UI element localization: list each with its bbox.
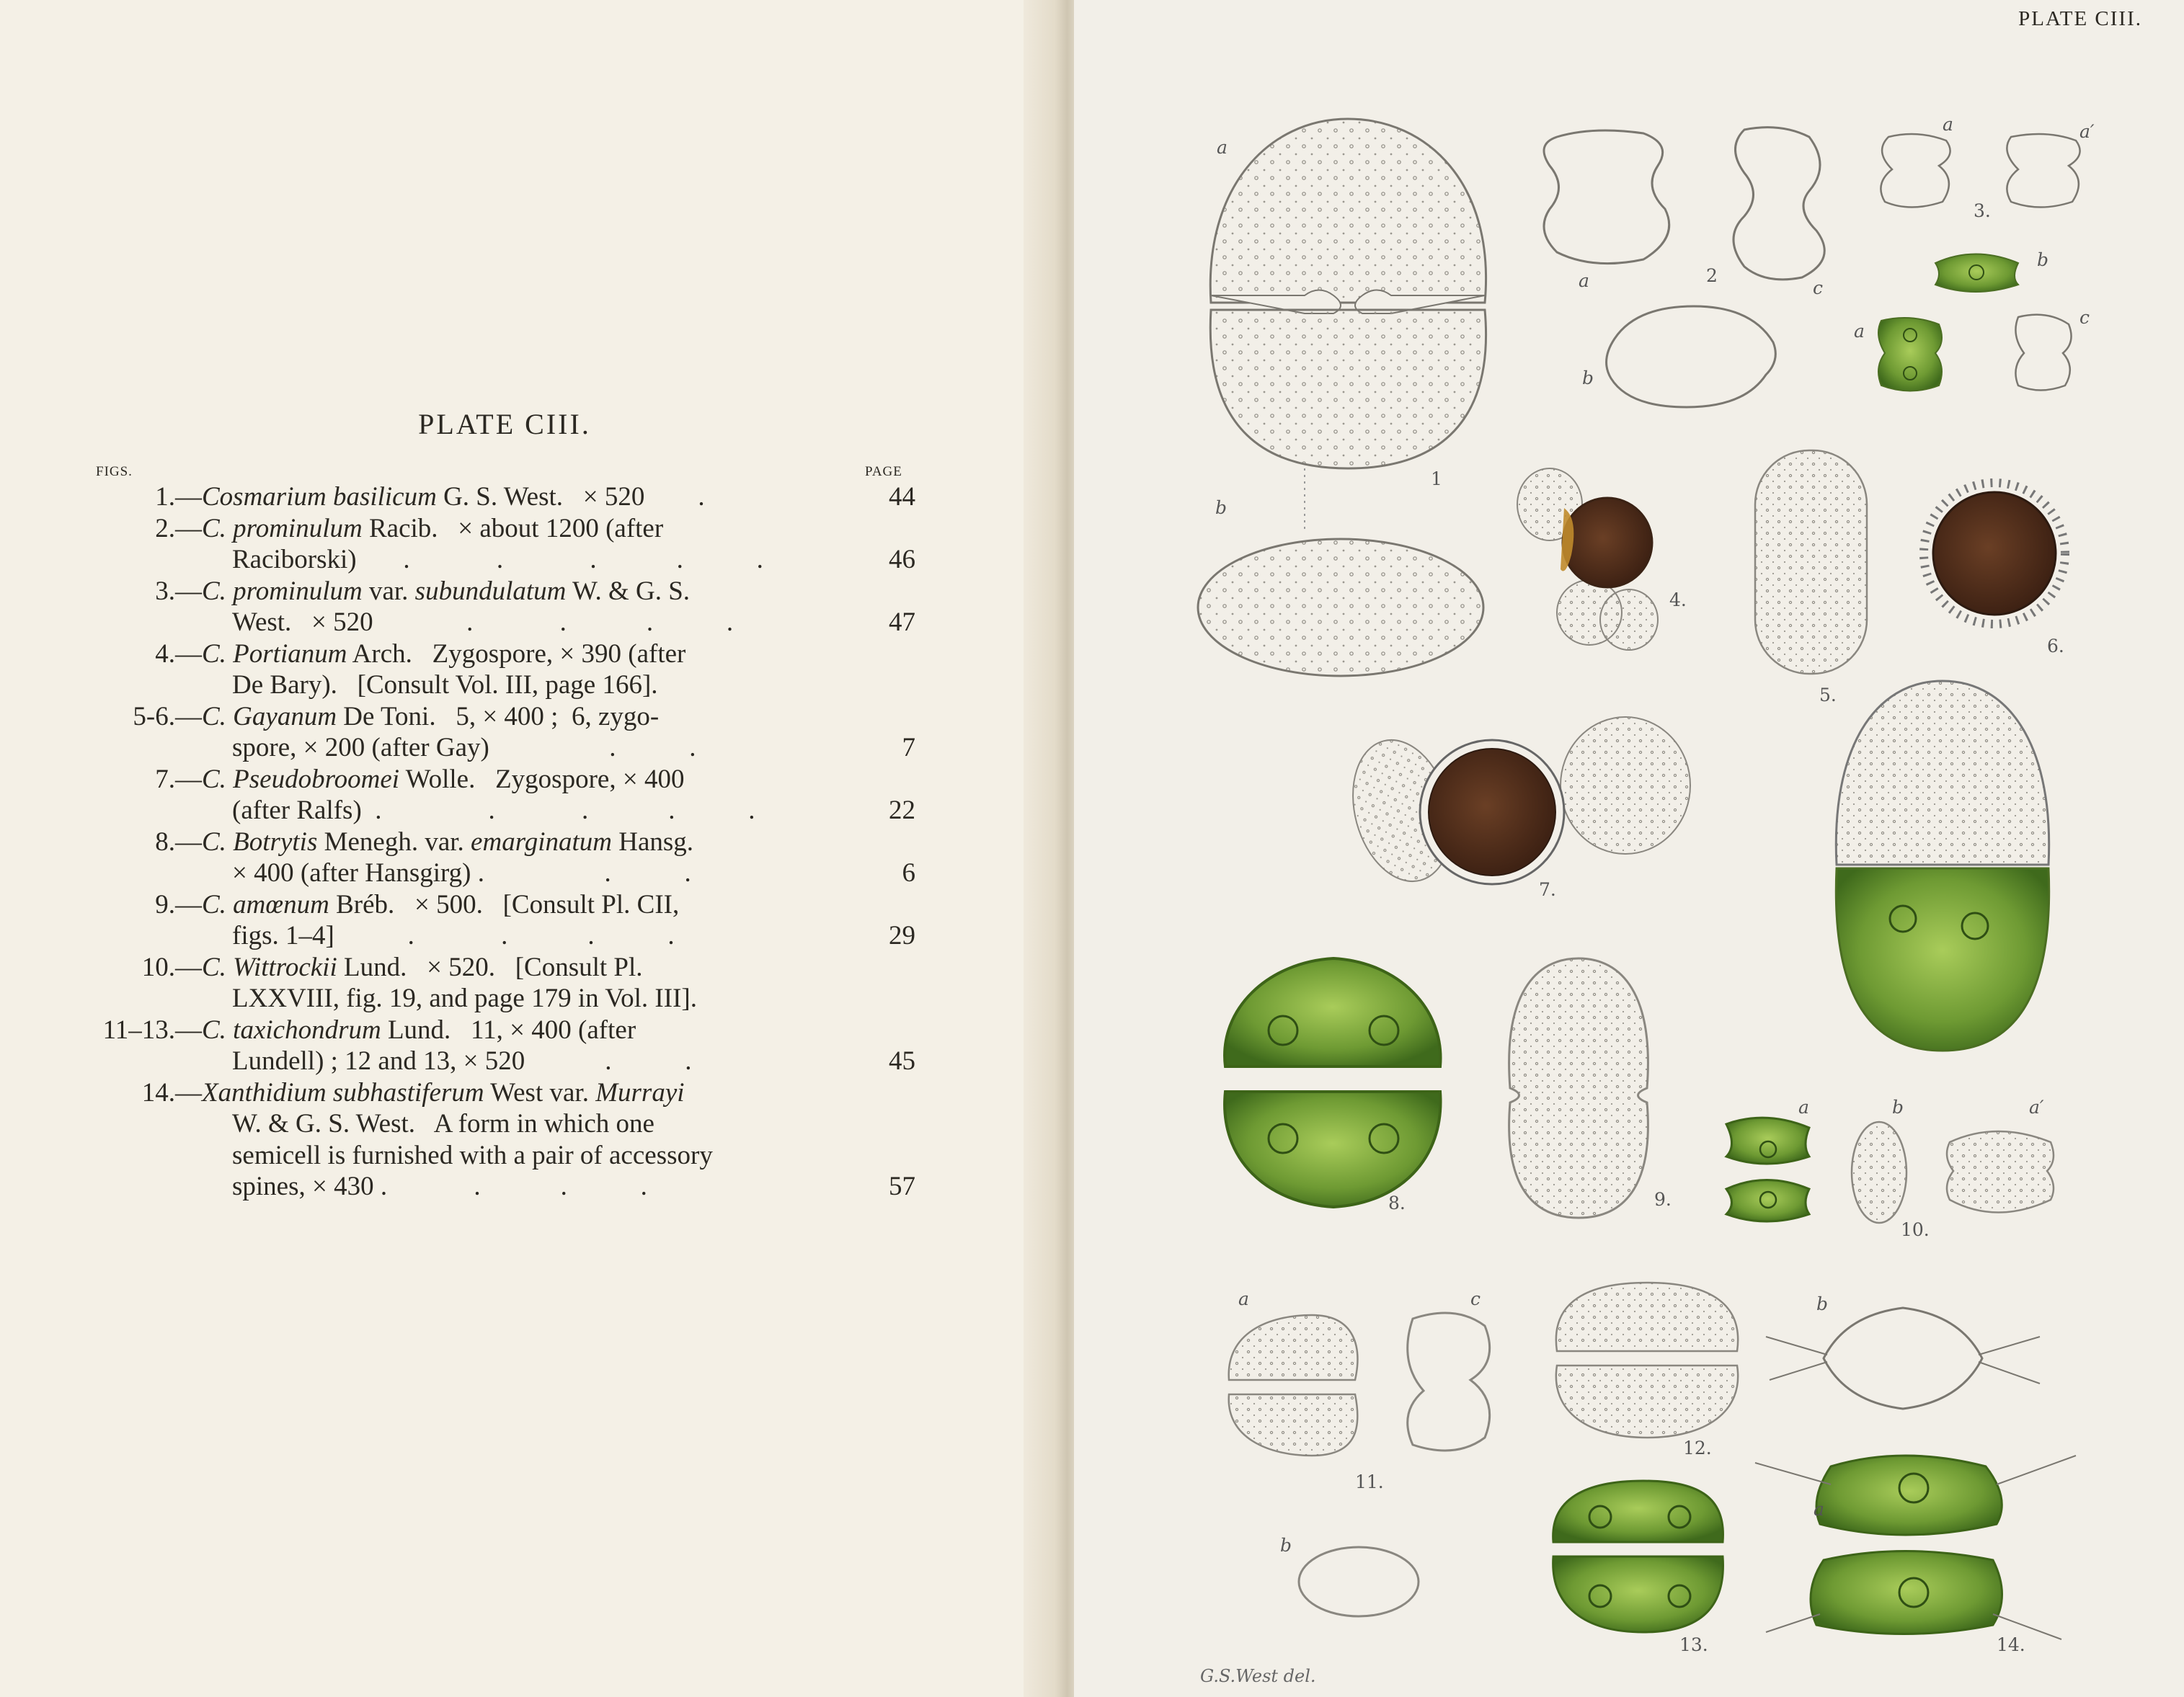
figure-11 — [1229, 1313, 1490, 1616]
fig-number-4: 4. — [1669, 589, 1687, 610]
figure-5 — [1755, 450, 1867, 674]
figure-12 — [1556, 1283, 1738, 1438]
fig-number-3: 3. — [1974, 200, 1991, 221]
fig-number-6: 6. — [2047, 636, 2064, 656]
legend-page-number: 22 — [889, 796, 915, 825]
legend-text: figs. 1–4] . . . . — [232, 921, 675, 950]
legend-text: Lundell) ; 12 and 13, × 520 . . — [232, 1046, 692, 1076]
legend-fig-number: 7.— — [155, 764, 202, 794]
legend-text: spore, × 200 (after Gay) . . — [232, 733, 696, 762]
label-11a: a — [1238, 1288, 1249, 1309]
fig-number-10: 10. — [1901, 1219, 1930, 1240]
label-3c: c — [2079, 307, 2090, 328]
plate-title: PLATE CIII. — [418, 408, 591, 440]
label-3b: b — [2037, 249, 2049, 270]
label-10a: a — [1798, 1097, 1809, 1118]
label-2a: a — [1579, 270, 1589, 291]
legend-fig-number: 3.— — [155, 576, 202, 606]
legend-text: Raciborski) . . . . . — [232, 545, 763, 574]
figure-3 — [1878, 134, 2080, 391]
legend-fig-number: 14.— — [141, 1077, 202, 1108]
legend-text: C. prominulum Racib. × about 1200 (after — [202, 513, 664, 543]
legend-text: Cosmarium basilicum G. S. West. × 520 . — [202, 482, 705, 512]
label-11c: c — [1470, 1288, 1481, 1309]
fig-number-1: 1 — [1431, 468, 1442, 489]
legend-fig-number: 10.— — [141, 952, 202, 982]
label-1b: b — [1215, 497, 1228, 518]
fig-number-8: 8. — [1388, 1193, 1406, 1213]
figure-8 — [1225, 958, 1440, 1207]
artist-signature: G.S.West del. — [1200, 1666, 1316, 1686]
legend-text: C. Pseudobroomei Wolle. Zygospore, × 400 — [202, 764, 685, 794]
legend-fig-number: 2.— — [155, 513, 202, 543]
fig-number-12: 12. — [1683, 1438, 1712, 1458]
legend-text: West. × 520 . . . . — [232, 607, 734, 637]
legend-text: C. Portianum Arch. Zygospore, × 390 (after — [202, 638, 686, 669]
legend-text: C. Gayanum De Toni. 5, × 400 ; 6, zygo- — [202, 701, 660, 731]
legend-fig-number: 11–13.— — [102, 1015, 202, 1045]
label-2c: c — [1813, 277, 1824, 298]
fig-number-13: 13. — [1679, 1634, 1708, 1655]
legend-fig-number: 8.— — [155, 827, 202, 857]
figure-5-large — [1836, 681, 2048, 1051]
fig-number-5: 5. — [1819, 685, 1837, 705]
legend-fig-number: 4.— — [155, 638, 202, 669]
legend-text: LXXVIII, fig. 19, and page 179 in Vol. III]. — [232, 984, 697, 1013]
legend-page-number: 44 — [889, 482, 915, 512]
fig-number-11: 11. — [1355, 1471, 1384, 1492]
legend-text: × 400 (after Hansgirg) . . . — [232, 858, 691, 888]
legend-page-number: 57 — [889, 1172, 915, 1201]
legend-text: C. amœnum Bréb. × 500. [Consult Pl. CII, — [202, 889, 680, 919]
label-3a-lower: a — [1854, 321, 1865, 342]
label-10a-prime: a′ — [2029, 1097, 2044, 1118]
figs-header: FIGS. — [96, 464, 133, 479]
legend-text: C. taxichondrum Lund. 11, × 400 (after — [202, 1015, 636, 1045]
fig-number-9: 9. — [1654, 1189, 1672, 1210]
figure-7 — [1338, 717, 1690, 892]
figure-10 — [1726, 1118, 2054, 1223]
legend-text: semicell is furnished with a pair of accessory — [232, 1140, 713, 1170]
legend-page-number: 47 — [889, 607, 915, 637]
figure-1b — [1198, 539, 1483, 676]
label-3a: a — [1943, 114, 1953, 135]
figure-1a — [1210, 119, 1486, 468]
legend-text: (after Ralfs) . . . . . — [232, 796, 755, 825]
page-header: PAGE — [865, 464, 902, 479]
legend-page-number: 45 — [889, 1046, 915, 1076]
legend-text: Xanthidium subhastiferum West var. Murrayi — [202, 1077, 685, 1108]
legend-text: W. & G. S. West. A form in which one — [232, 1109, 654, 1139]
legend-fig-number: 5-6.— — [133, 701, 202, 731]
legend-fig-number: 9.— — [155, 889, 202, 919]
legend-text: C. prominulum var. subundulatum W. & G. S. — [202, 576, 691, 606]
legend-text: C. Wittrockii Lund. × 520. [Consult Pl. — [202, 952, 643, 982]
legend-text: C. Botrytis Menegh. var. emarginatum Hansg. — [202, 827, 694, 857]
legend-page-number: 7 — [902, 733, 915, 762]
fig-number-7: 7. — [1539, 879, 1556, 900]
label-11b: b — [1280, 1535, 1292, 1556]
figure-14 — [1755, 1308, 2076, 1639]
label-2b: b — [1582, 368, 1594, 388]
label-14a: a — [1814, 1499, 1824, 1520]
label-10b: b — [1892, 1097, 1904, 1118]
figure-13 — [1553, 1481, 1723, 1632]
figure-6 — [1924, 483, 2065, 624]
legend-fig-number: 1.— — [155, 482, 202, 512]
legend-text: spines, × 430 . . . . — [232, 1172, 647, 1201]
fig-number-14: 14. — [1997, 1634, 2025, 1655]
figure-2 — [1544, 128, 1824, 407]
figure-4 — [1517, 468, 1658, 650]
legend-page-number: 29 — [889, 921, 915, 950]
running-head: PLATE CIII. — [2018, 7, 2142, 30]
label-14b: b — [1816, 1293, 1829, 1314]
legend-text: De Bary). [Consult Vol. III, page 166]. — [232, 670, 658, 700]
legend-page-number: 46 — [889, 545, 915, 574]
label-3a-prime: a′ — [2079, 121, 2095, 142]
fig-number-2: 2 — [1706, 265, 1718, 286]
legend-page-number: 6 — [902, 858, 915, 888]
figure-9 — [1509, 958, 1648, 1218]
label-1a: a — [1217, 137, 1228, 158]
